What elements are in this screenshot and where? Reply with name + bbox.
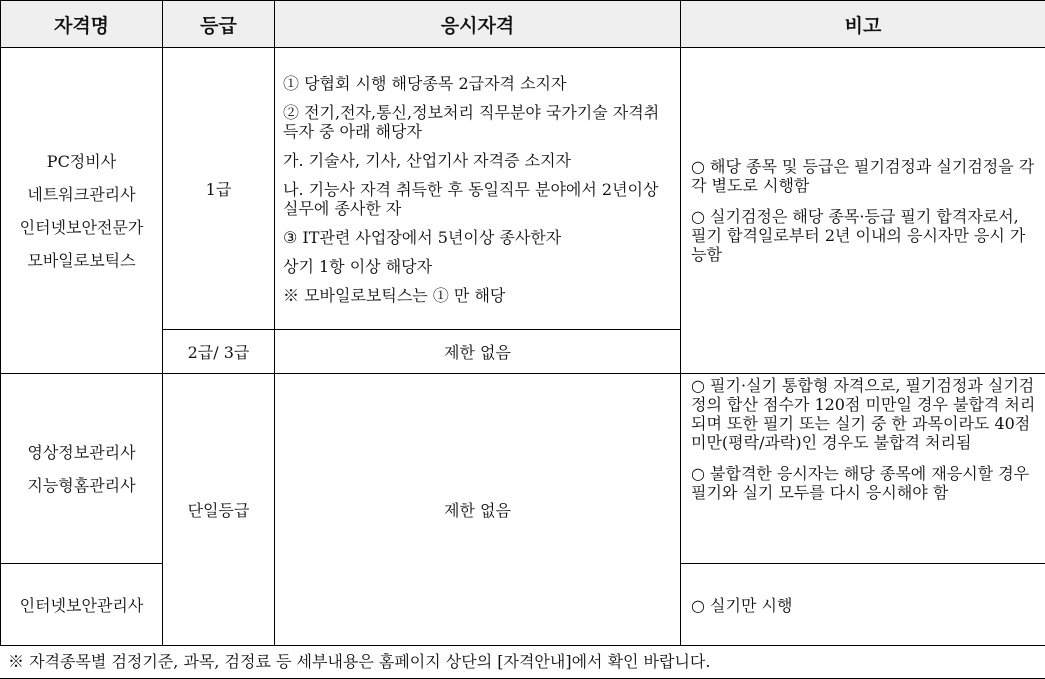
grade-cell: 1급 [163, 48, 275, 330]
requirement-item: ③ IT관련 사업장에서 5년이상 종사한자 [283, 228, 562, 247]
table-row [1, 374, 1045, 564]
remark-item: ○ 불합격한 응시자는 해당 종목에 재응시할 경우 필기와 실기 모두를 다시 응시해야 함 [691, 464, 1030, 502]
cert-name: PC정비사 [46, 151, 117, 171]
requirement-item: ② 전기,전자,통신,정보처리 직무분야 국가기술 자격취득자 중 아래 해당자 [283, 103, 660, 141]
remark-item: ○ 해당 종목 및 등급은 필기검정과 실기검정을 각각 별도로 시행함 [691, 157, 1035, 195]
cert-name: 모바일로보틱스 [27, 250, 136, 270]
header-grade: 등급 [163, 1, 275, 48]
cert-name: 인터넷보안관리사 [1, 564, 163, 646]
cert-name: 영상정보관리사 [27, 442, 136, 462]
table-row [1, 48, 1045, 330]
cert-name: 네트워크관리사 [27, 184, 136, 204]
header-remarks: 비고 [681, 1, 1045, 48]
remark-item: ○ 필기·실기 통합형 자격으로, 필기검정과 실기검정의 합산 점수가 120점 미만일 경우 불합격 처리되며 또한 필기 또는 실기 중 한 과목이라도 40점 미만(평락/과락)인 경우도 불합격 처리됨 [691, 376, 1036, 452]
cert-name-list [1, 374, 163, 564]
requirement-item: 상기 1항 이상 해당자 [283, 257, 433, 276]
cert-name-list [1, 48, 163, 374]
grade-cell: 단일등급 [163, 374, 275, 646]
remarks-cell [681, 48, 1045, 374]
requirement-item: ① 당협회 시행 해당종목 2급자격 소지자 [283, 74, 567, 93]
footer-note: ※ 자격종목별 검정기준, 과목, 검정료 등 세부내용은 홈페이지 상단의 [자격안내]에서 확인 바랍니다. [0, 645, 1045, 679]
remarks-cell [681, 374, 1045, 564]
grade-cell: 2급/ 3급 [163, 330, 275, 374]
eligibility-cell: 제한 없음 [275, 330, 681, 374]
cert-name: 지능형홈관리사 [27, 475, 136, 495]
header-row [1, 1, 1045, 48]
eligibility-cell [275, 48, 681, 330]
header-cert-name: 자격명 [1, 1, 163, 48]
remark-item: ○ 실기검정은 해당 종목·등급 필기 합격자로서, 필기 합격일로부터 2년 이내의 응시자만 응시 가능함 [691, 207, 1026, 264]
requirement-item: 나. 기능사 자격 취득한 후 동일직무 분야에서 2년이상 실무에 종사한 자 [283, 180, 659, 218]
remarks-cell: ○ 실기만 시행 [681, 564, 1045, 646]
cert-name: 인터넷보안전문가 [19, 217, 144, 237]
eligibility-cell: 제한 없음 [275, 374, 681, 646]
header-eligibility: 응시자격 [275, 1, 681, 48]
requirement-item: ※ 모바일로보틱스는 ① 만 해당 [283, 286, 506, 305]
requirement-item: 가. 기술사, 기사, 산업기사 자격증 소지자 [283, 151, 571, 170]
